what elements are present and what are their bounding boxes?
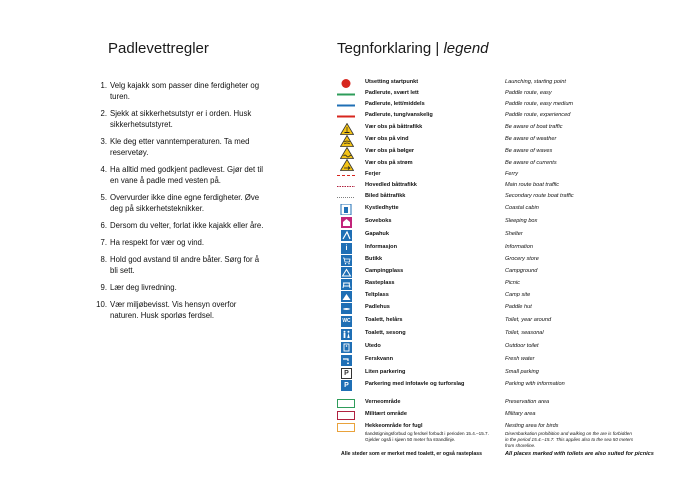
legend-label-nb: Campingplass xyxy=(365,268,404,274)
military-area-swatch xyxy=(337,410,355,421)
legend-label-en: Preservation area xyxy=(505,399,550,405)
shelter-icon xyxy=(337,230,355,241)
legend-row xyxy=(337,192,637,203)
legend-label-nb: Vær obs på båttrafikk xyxy=(365,124,423,130)
rule-number: 8. xyxy=(100,255,107,264)
rule-text: Overvurder ikke dine egne ferdigheter. Øve deg på sikkerhetsteknikker. xyxy=(110,193,260,213)
rule-number: 3. xyxy=(100,137,107,146)
rule-item xyxy=(95,237,265,248)
legend-label-en: Paddle hut xyxy=(505,304,532,310)
parking-info-icon: P xyxy=(341,380,352,391)
toilet-seasonal-icon xyxy=(337,329,355,340)
legend-label-nb: Padlerute, tung/vanskelig xyxy=(365,112,433,118)
ferry-line-icon xyxy=(337,170,355,181)
legend-label-en: Shelter xyxy=(505,231,523,237)
legend-label-en: Be aware of boat traffic xyxy=(505,124,563,130)
legend-row xyxy=(337,78,637,89)
legend-label-nb: Kystledhytte xyxy=(365,205,399,211)
rule-number: 7. xyxy=(100,238,107,247)
legend-label-en: Campground xyxy=(505,268,538,274)
legend-row xyxy=(337,89,637,100)
legend-row xyxy=(337,303,637,314)
legend-label-nb: Padlehus xyxy=(365,304,390,310)
rule-item xyxy=(95,108,265,130)
rule-item xyxy=(95,220,265,231)
legend-row xyxy=(337,181,637,192)
legend-row xyxy=(337,279,637,290)
legend-label-nb: Toalett, sesong xyxy=(365,330,406,336)
legend-label-nb: Vær obs på bølger xyxy=(365,148,415,154)
rule-text: Ha alltid med godkjent padlevest. Gjør det til en vane å padle med vesten på. xyxy=(110,165,263,185)
legend-label-nb: Parkering med infotavle og turforslag xyxy=(365,381,465,387)
legend-label-en: Main route boat traffic xyxy=(505,182,560,188)
legend-row xyxy=(337,135,637,146)
legend-label-nb: Utsetting startpunkt xyxy=(365,79,419,85)
wind-warning-icon xyxy=(340,135,354,147)
info-icon: i xyxy=(341,243,352,254)
legend-label-en: Launching, starting point xyxy=(505,79,566,85)
small-parking-icon: P xyxy=(341,368,352,379)
legend-row xyxy=(337,410,637,421)
legend-label-nb: Verneområde xyxy=(365,399,401,405)
rules-list xyxy=(95,80,265,327)
legend-label-en: Ferry xyxy=(505,171,519,177)
legend-row xyxy=(337,217,637,228)
rule-item xyxy=(95,164,265,186)
main-boat-route-line-icon xyxy=(337,181,355,192)
route-hard-line-icon xyxy=(337,111,355,122)
legend-label-en: Sleeping box xyxy=(505,218,538,224)
legend-label-en: Picnic xyxy=(505,280,520,286)
legend-label-nb: Vær obs på vind xyxy=(365,136,409,142)
rule-text: Velg kajakk som passer dine ferdigheter og turen. xyxy=(110,81,260,101)
legend-label-nb: Liten parkering xyxy=(365,369,406,375)
legend-label-en: Be aware of weather xyxy=(505,136,557,142)
legend-label-nb: Biled båttrafikk xyxy=(365,193,406,199)
rule-text: Ha respekt for vær og vind. xyxy=(110,238,205,247)
legend-label-nb: Hekkeområde for fugl xyxy=(365,423,423,429)
secondary-boat-route-line-icon xyxy=(337,192,355,203)
legend-label-en: Small parking xyxy=(505,369,539,375)
legend-row xyxy=(337,291,637,302)
legend-label-en: Toilet, seasonal xyxy=(505,330,544,336)
campground-icon xyxy=(337,267,355,278)
legend-label-nb: Toalett, helårs xyxy=(365,317,403,323)
legend-row xyxy=(337,342,637,353)
preservation-area-swatch xyxy=(337,398,355,409)
legend-label-nb: Butikk xyxy=(365,256,383,262)
legend-title-main: Tegnforklaring | xyxy=(337,40,444,57)
legend-title-italic: legend xyxy=(443,40,489,57)
legend-label-en: Toilet, year around xyxy=(505,317,552,323)
legend-row xyxy=(337,355,637,366)
legend-label-nb: Ferjer xyxy=(365,171,381,177)
rule-number: 4. xyxy=(100,165,107,174)
rule-number: 9. xyxy=(100,283,107,292)
rule-text: Dersom du velter, forlat ikke kajakk eller åre. xyxy=(110,221,264,230)
route-easy-line-icon xyxy=(337,89,355,100)
legend-label-nb: Militært område xyxy=(365,411,407,417)
rule-item xyxy=(95,80,265,102)
legend-label-nb: Ferskvann xyxy=(365,356,393,362)
legend-label-nb: Padlerute, svært lett xyxy=(365,90,419,96)
coastal-cabin-icon xyxy=(337,204,355,215)
legend-row xyxy=(337,316,637,327)
legend-label-en: Be aware of waves xyxy=(505,148,553,154)
legend-row xyxy=(337,204,637,215)
legend-row xyxy=(337,380,637,396)
legend-label-nb: Hovedled båttrafikk xyxy=(365,182,417,188)
rule-item xyxy=(95,299,265,321)
picnic-icon xyxy=(337,279,355,290)
legend-label-en: Paddle route, easy medium xyxy=(505,101,574,107)
nesting-area-swatch xyxy=(337,422,355,433)
waves-warning-icon xyxy=(340,147,354,159)
legend-row xyxy=(337,111,637,122)
legend-label-nb: Teltplass xyxy=(365,292,389,298)
rules-title: Padlevettregler xyxy=(108,40,209,57)
legend-label-en: Outdoor toilet xyxy=(505,343,539,349)
rule-number: 10. xyxy=(96,300,107,309)
legend-row xyxy=(337,267,637,278)
legend-label-en: Parking with information xyxy=(505,381,565,387)
legend-row xyxy=(337,170,637,181)
legend-label-en: Be aware of currents xyxy=(505,160,557,166)
legend-row xyxy=(337,398,637,409)
legend-label-en: Grocery store xyxy=(505,256,539,262)
footer-note-nb: Alle steder som er merket med toalett, er også rasteplass xyxy=(341,451,482,457)
legend-label-en: Information xyxy=(505,244,533,250)
legend-row xyxy=(337,255,637,266)
legend-label-nb: Rasteplass xyxy=(365,280,395,286)
legend-row xyxy=(337,230,637,241)
legend-label-nb: Gapahuk xyxy=(365,231,389,237)
nesting-note-nb: Ilandstigningsforbud og ferdsel forbudt i perioden 15.4.–15.7. Gjelder også i sjøen 50 meter fra strandlinje. xyxy=(365,431,489,442)
legend-row xyxy=(337,100,637,111)
grocery-store-icon xyxy=(337,255,355,266)
camp-site-tent-icon xyxy=(337,291,355,302)
sleeping-box-icon xyxy=(337,217,355,228)
rule-text: Sjekk at sikkerhetsutstyr er i orden. Husk sikkerhetsutstyret. xyxy=(110,109,252,129)
legend-label-nb: Soveboks xyxy=(365,218,392,224)
legend-label-en: Military area xyxy=(505,411,536,417)
legend-label-en: Coastal cabin xyxy=(505,205,539,211)
legend-label-en: Camp site xyxy=(505,292,531,298)
footer-note-en: All places marked with toilets are also suited for picnics xyxy=(505,451,654,457)
rule-item xyxy=(95,282,265,293)
rule-text: Vær miljøbevisst. Vis hensyn overfor naturen. Husk sporløs ferdsel. xyxy=(110,300,237,320)
legend-row xyxy=(337,123,637,134)
legend-row xyxy=(337,159,637,170)
legend-row xyxy=(337,243,637,254)
rule-text: Kle deg etter vanntemperaturen. Ta med reservetøy. xyxy=(110,137,250,157)
legend-label-en: Secondary route boat traffic xyxy=(505,193,574,199)
rule-item xyxy=(95,192,265,214)
legend-label-en: Nesting area for birds xyxy=(505,423,559,429)
legend-label-en: Paddle route, easy xyxy=(505,90,552,96)
toilet-year-round-icon: WC xyxy=(341,316,352,327)
legend-row xyxy=(337,147,637,158)
rule-text: Hold god avstand til andre båter. Sørg for å bli sett. xyxy=(110,255,260,275)
rule-number: 2. xyxy=(100,109,107,118)
legend-row xyxy=(337,329,637,340)
legend-label-nb: Utedo xyxy=(365,343,381,349)
nesting-note-en: Disembarkation prohibition and walking on the are is forbidden in the period 15.4.–15.7. This applies also to the sea 50 meters from shoreline. xyxy=(505,431,634,448)
boat-traffic-warning-icon xyxy=(340,123,354,135)
legend-title xyxy=(337,40,489,57)
legend-row xyxy=(337,368,637,379)
outdoor-toilet-icon xyxy=(337,342,355,353)
legend-label-nb: Vær obs på strøm xyxy=(365,160,413,166)
rule-item xyxy=(95,254,265,276)
rule-number: 1. xyxy=(100,81,107,90)
rule-text: Lær deg livredning. xyxy=(110,283,177,292)
legend-label-en: Paddle route, experienced xyxy=(505,112,571,118)
rule-number: 6. xyxy=(100,221,107,230)
route-medium-line-icon xyxy=(337,100,355,111)
rule-number: 5. xyxy=(100,193,107,202)
legend-label-nb: Padlerute, lett/middels xyxy=(365,101,425,107)
fresh-water-tap-icon xyxy=(337,355,355,366)
legend-label-nb: Informasjon xyxy=(365,244,398,250)
rule-item xyxy=(95,136,265,158)
legend-label-en: Fresh water xyxy=(505,356,535,362)
launch-point-icon xyxy=(337,78,355,89)
paddle-hut-icon xyxy=(337,303,355,314)
